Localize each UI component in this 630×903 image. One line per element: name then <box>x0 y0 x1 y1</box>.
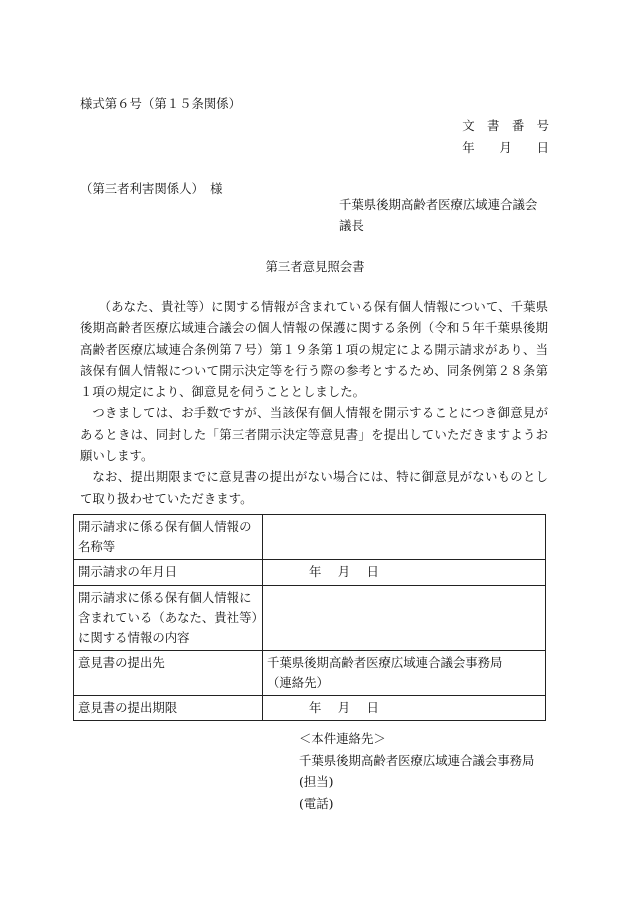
contact-block <box>299 728 534 814</box>
form-number: 様式第６号（第１５条関係） <box>80 96 242 111</box>
submit-to-contact: （連絡先） <box>267 675 329 690</box>
document-title: 第三者意見照会書 <box>265 259 365 274</box>
row-label-submit-to: 意見書の提出先 <box>74 651 263 696</box>
row-value-info-content <box>263 586 546 651</box>
contact-person: (担当) <box>299 774 334 789</box>
row-value-deadline: 年 月 日 <box>263 696 546 721</box>
sender-organization: 千葉県後期高齢者医療広域連合議会 <box>339 197 538 212</box>
contact-phone: (電話) <box>299 795 334 811</box>
submit-to-org: 千葉県後期高齢者医療広域連合議会事務局 <box>267 655 503 670</box>
body-paragraph-1: （あなた、貴社等）に関する情報が含まれている保有個人情報について、千葉県後期高齢者医療広域連合議会の個人情報の保護に関する条例（令和５年千葉県後期高齢者医療広域連合条例第７号）第１９条第１項の規定による開示請求があり、当該保有個人情報について開示決定等を行う際の参考とするため、同条例第２８条第１項の規定により、御意見を伺うこととしました。 <box>80 299 548 400</box>
row-value-submit-to <box>263 651 546 696</box>
addressee: （第三者利害関係人） 様 <box>80 181 223 196</box>
table-row <box>74 586 546 651</box>
body-paragraph-2: つきましては、お手数ですが、当該保有個人情報を開示することにつき御意見があるときは、同封した「第三者開示決定等意見書」を提出していただきますようお願いします。 <box>80 405 548 464</box>
sender-title: 議長 <box>339 218 364 233</box>
info-table <box>73 514 546 721</box>
row-label-request-date: 開示請求の年月日 <box>74 560 263 586</box>
body-paragraph-3: なお、提出期限までに意見書の提出がない場合には、特に御意見がないものとして取り扱わせていただきます。 <box>80 469 548 506</box>
row-value-info-name <box>263 515 546 560</box>
contact-organization: 千葉県後期高齢者医療広域連合議会事務局 <box>299 752 535 768</box>
row-label-info-name: 開示請求に係る保有個人情報の名称等 <box>74 515 263 560</box>
row-label-info-content: 開示請求に係る保有個人情報に含まれている（あなた、貴社等）に関する情報の内容 <box>74 586 263 651</box>
table-row <box>74 560 546 586</box>
table-row <box>74 651 546 696</box>
row-label-deadline: 意見書の提出期限 <box>74 696 263 721</box>
document-number-label: 文 書 番 号 <box>462 118 549 133</box>
table-row <box>74 515 546 560</box>
document-date-label: 年 月 日 <box>462 140 549 155</box>
table-row <box>74 696 546 721</box>
row-value-request-date: 年 月 日 <box>263 560 546 586</box>
body-text <box>80 296 548 509</box>
contact-heading: ＜本件連絡先＞ <box>299 731 386 746</box>
